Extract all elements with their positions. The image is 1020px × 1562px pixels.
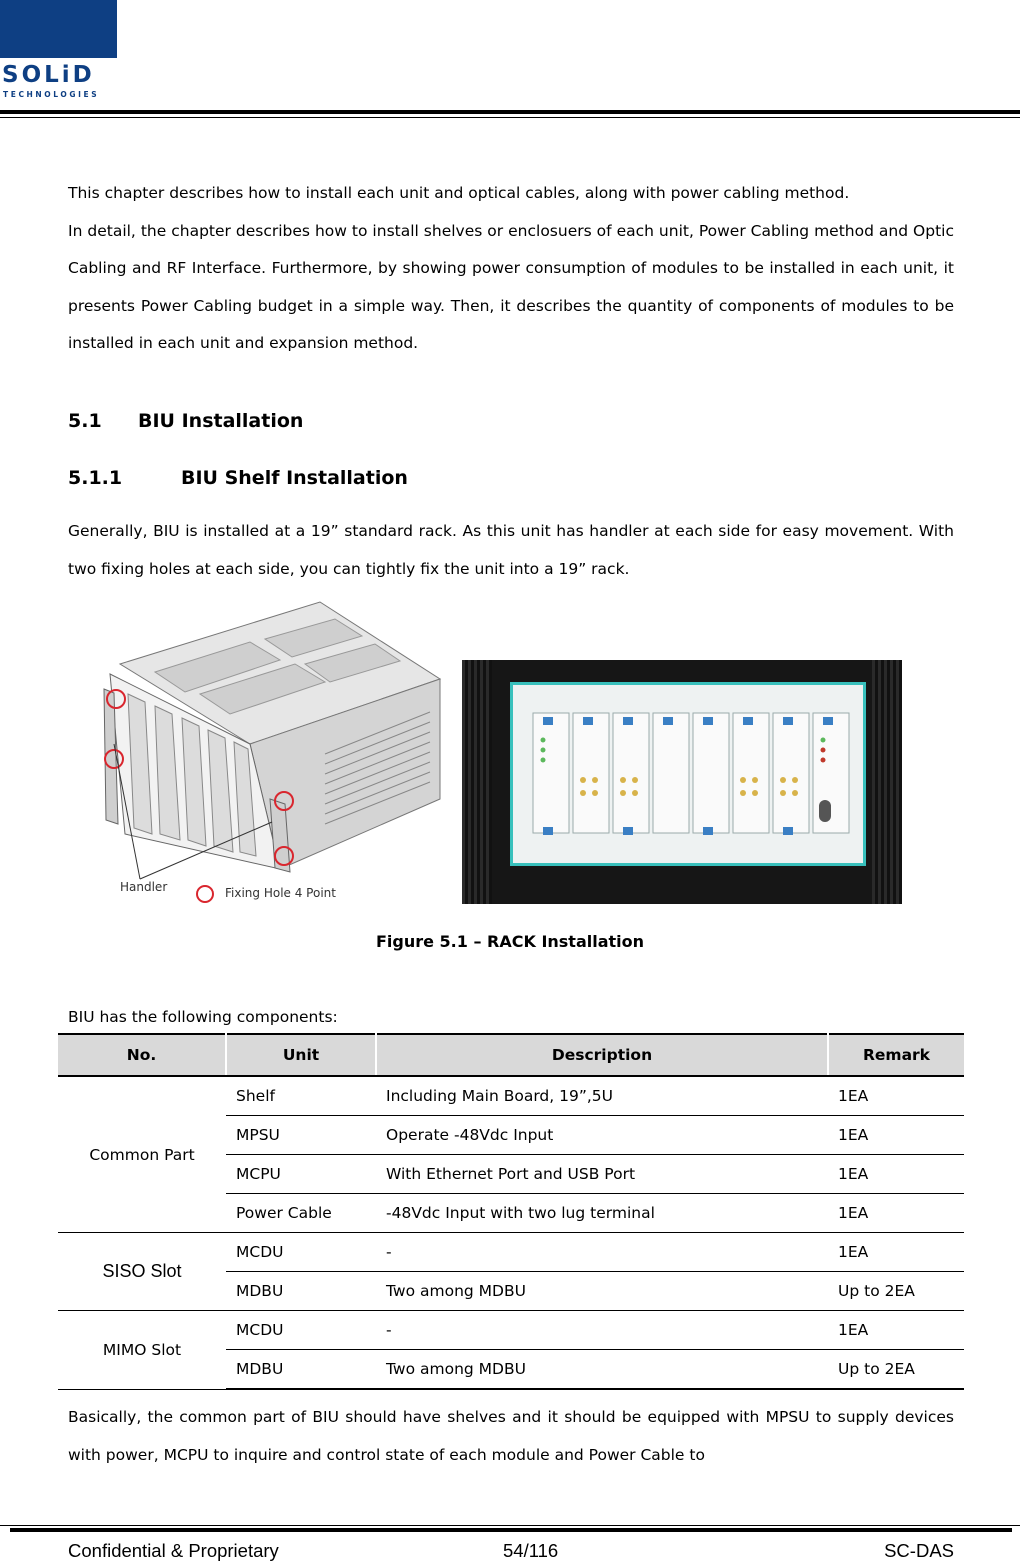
fixing-hole-label: Fixing Hole 4 Point — [225, 886, 336, 900]
logo-block — [0, 0, 117, 58]
cell-remark: 1EA — [828, 1076, 964, 1116]
cell-unit: MDBU — [226, 1350, 376, 1390]
header-rule-thick — [0, 110, 1020, 114]
cell-unit: MCDU — [226, 1233, 376, 1272]
cell-description: Two among MDBU — [376, 1272, 828, 1311]
logo-subtitle: TECHNOLOGIES — [3, 90, 100, 99]
group-mimo-slot: MIMO Slot — [58, 1311, 226, 1390]
subsection-number: 5.1.1 — [68, 467, 123, 489]
cell-remark: Up to 2EA — [828, 1350, 964, 1390]
group-common-part: Common Part — [58, 1076, 226, 1233]
closing-text — [68, 1399, 954, 1474]
cell-description: Including Main Board, 19”,5U — [376, 1076, 828, 1116]
subsection-title: BIU Shelf Installation — [181, 467, 408, 489]
table-row — [58, 1076, 964, 1116]
cell-remark: 1EA — [828, 1116, 964, 1155]
cell-description: With Ethernet Port and USB Port — [376, 1155, 828, 1194]
intro-paragraph-2: In detail, the chapter describes how to install shelves or enclosuers of each unit, Power Cabling method and Optic Cabling and RF Interface. Furthermore, by showing power consumption of modules to be installed in each unit, it presents Power Cabling budget in a simple way. Then, it describes the quantity of components of modules to be installed in each unit and expansion method. — [68, 221, 954, 352]
cell-description: Operate -48Vdc Input — [376, 1116, 828, 1155]
col-header-unit: Unit — [226, 1034, 376, 1076]
footer-rule-thick — [10, 1528, 1012, 1532]
cell-remark: Up to 2EA — [828, 1272, 964, 1311]
cell-unit: MPSU — [226, 1116, 376, 1155]
cell-description: Two among MDBU — [376, 1350, 828, 1390]
header-rule-thin — [0, 117, 1020, 118]
col-header-description: Description — [376, 1034, 828, 1076]
table-row — [58, 1233, 964, 1272]
cell-remark: 1EA — [828, 1311, 964, 1350]
col-header-remark: Remark — [828, 1034, 964, 1076]
section-title: BIU Installation — [138, 410, 304, 432]
footer-right: SC-DAS — [884, 1540, 954, 1561]
logo-text: SOLiD — [2, 62, 95, 88]
subsection-text — [68, 513, 954, 588]
intro-text — [68, 175, 954, 363]
subsection-paragraph: Generally, BIU is installed at a 19” standard rack. As this unit has handler at each side for easy movement. With two fixing holes at each side, you can tightly fix the unit into a 19” rack. — [68, 522, 954, 578]
closing-paragraph: Basically, the common part of BIU should have shelves and it should be equipped with MPSU to supply devices with power, MCPU to inquire and control state of each module and Power Cable to — [68, 1408, 954, 1464]
shelf-illustration — [100, 594, 445, 909]
section-heading — [68, 410, 303, 432]
components-table — [58, 1033, 964, 1390]
footer-page-number: 54/116 — [503, 1540, 559, 1561]
cell-description: -48Vdc Input with two lug terminal — [376, 1194, 828, 1233]
table-intro: BIU has the following components: — [68, 1008, 338, 1026]
handler-label: Handler — [120, 880, 168, 894]
legend-circle-icon — [197, 886, 213, 902]
cell-remark: 1EA — [828, 1194, 964, 1233]
cell-description: - — [376, 1311, 828, 1350]
group-siso-slot: SISO Slot — [58, 1233, 226, 1311]
footer-rule-thin — [0, 1525, 1020, 1526]
cell-description: - — [376, 1233, 828, 1272]
cell-unit: MDBU — [226, 1272, 376, 1311]
subsection-heading — [68, 467, 408, 489]
rack-front-image — [462, 660, 902, 904]
col-header-no: No. — [58, 1034, 226, 1076]
section-number: 5.1 — [68, 410, 102, 432]
cell-unit: MCDU — [226, 1311, 376, 1350]
cell-unit: Shelf — [226, 1076, 376, 1116]
table-header-row — [58, 1034, 964, 1076]
cell-remark: 1EA — [828, 1233, 964, 1272]
footer-left: Confidential & Proprietary — [68, 1540, 279, 1561]
intro-paragraph-1: This chapter describes how to install each unit and optical cables, along with power cabling method. — [68, 184, 850, 202]
rack-panel — [510, 682, 866, 866]
cell-unit: MCPU — [226, 1155, 376, 1194]
cell-unit: Power Cable — [226, 1194, 376, 1233]
table-row — [58, 1311, 964, 1350]
cell-remark: 1EA — [828, 1155, 964, 1194]
figure-caption: Figure 5.1 – RACK Installation — [375, 932, 645, 951]
